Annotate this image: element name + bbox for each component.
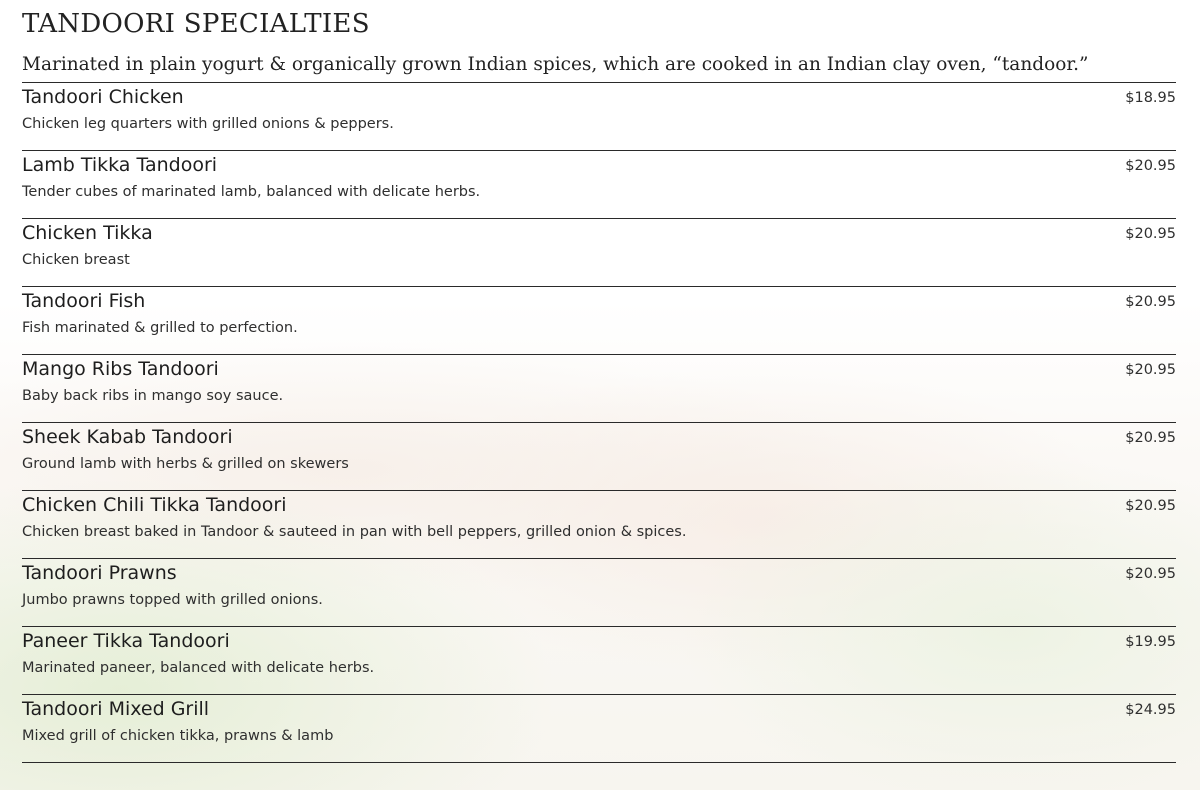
item-description: Mixed grill of chicken tikka, prawns & lamb bbox=[22, 728, 334, 744]
item-description: Marinated paneer, balanced with delicate herbs. bbox=[22, 660, 375, 676]
menu-item bbox=[22, 558, 1176, 626]
item-name: Tandoori Mixed Grill bbox=[22, 698, 210, 720]
item-name: Chicken Tikka bbox=[22, 222, 153, 244]
section-title: TANDOORI SPECIALTIES bbox=[22, 9, 370, 39]
item-price: $20.95 bbox=[1125, 226, 1176, 242]
menu-page bbox=[22, 0, 1176, 763]
item-price: $20.95 bbox=[1125, 294, 1176, 310]
item-name: Tandoori Chicken bbox=[22, 86, 184, 108]
menu-item bbox=[22, 422, 1176, 490]
item-name: Paneer Tikka Tandoori bbox=[22, 630, 230, 652]
section-intro: Marinated in plain yogurt & organically grown Indian spices, which are cooked in an Indian clay oven, “tandoor.” bbox=[22, 54, 1089, 75]
item-price: $20.95 bbox=[1125, 158, 1176, 174]
item-name: Sheek Kabab Tandoori bbox=[22, 426, 233, 448]
item-description: Fish marinated & grilled to perfection. bbox=[22, 320, 298, 336]
item-name: Tandoori Prawns bbox=[22, 562, 177, 584]
item-price: $20.95 bbox=[1125, 430, 1176, 446]
menu-item bbox=[22, 490, 1176, 558]
item-description: Baby back ribs in mango soy sauce. bbox=[22, 388, 284, 404]
item-price: $20.95 bbox=[1125, 362, 1176, 378]
menu-item bbox=[22, 82, 1176, 150]
item-name: Tandoori Fish bbox=[22, 290, 146, 312]
item-description: Ground lamb with herbs & grilled on skewers bbox=[22, 456, 349, 472]
item-description: Chicken breast baked in Tandoor & sauteed in pan with bell peppers, grilled onion & spices. bbox=[22, 524, 687, 540]
menu-item bbox=[22, 354, 1176, 422]
item-price: $24.95 bbox=[1125, 702, 1176, 718]
item-price: $18.95 bbox=[1125, 90, 1176, 106]
item-description: Jumbo prawns topped with grilled onions. bbox=[22, 592, 323, 608]
menu-list bbox=[22, 82, 1176, 763]
menu-item bbox=[22, 626, 1176, 694]
menu-item bbox=[22, 150, 1176, 218]
item-price: $19.95 bbox=[1125, 634, 1176, 650]
item-description: Chicken breast bbox=[22, 252, 130, 268]
item-description: Tender cubes of marinated lamb, balanced with delicate herbs. bbox=[22, 184, 481, 200]
item-name: Mango Ribs Tandoori bbox=[22, 358, 219, 380]
menu-item bbox=[22, 286, 1176, 354]
item-price: $20.95 bbox=[1125, 566, 1176, 582]
item-name: Lamb Tikka Tandoori bbox=[22, 154, 218, 176]
menu-item bbox=[22, 218, 1176, 286]
item-price: $20.95 bbox=[1125, 498, 1176, 514]
item-description: Chicken leg quarters with grilled onions & peppers. bbox=[22, 116, 394, 132]
menu-item bbox=[22, 694, 1176, 763]
item-name: Chicken Chili Tikka Tandoori bbox=[22, 494, 287, 516]
